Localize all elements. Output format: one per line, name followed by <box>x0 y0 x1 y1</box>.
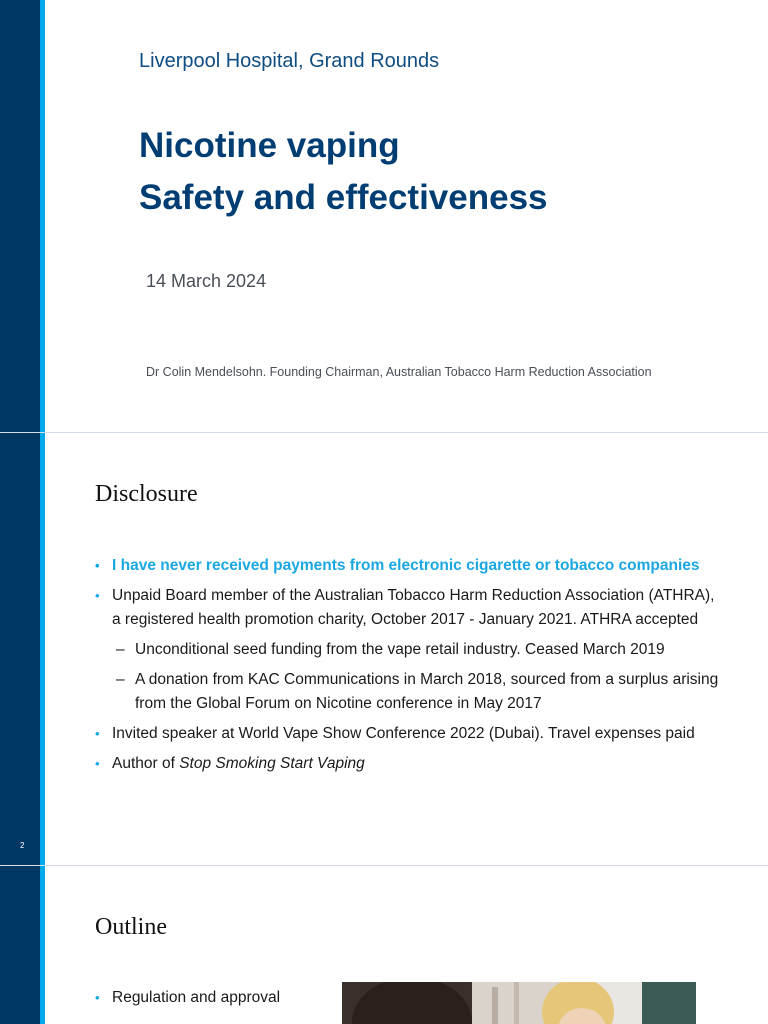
bullet-icon: • <box>95 756 100 771</box>
bullet-icon: • <box>95 990 100 1005</box>
slide-subtitle: Liverpool Hospital, Grand Rounds <box>139 50 440 72</box>
list-item <box>95 554 725 578</box>
left-cyan-stripe <box>40 866 45 1024</box>
left-cyan-stripe <box>40 0 45 432</box>
dash-icon: – <box>116 641 125 658</box>
author-credit: Dr Colin Mendelsohn. Founding Chairman, Australian Tobacco Harm Reduction Association <box>146 365 652 379</box>
title-line-1: Nicotine vaping <box>139 126 400 165</box>
list-item-text: Author of <box>112 755 180 772</box>
bullet-icon: • <box>95 558 100 573</box>
bullet-icon: • <box>95 726 100 741</box>
left-navy-band <box>0 0 40 432</box>
list-item-text: Invited speaker at World Vape Show Conference 2022 (Dubai). Travel expenses paid <box>112 725 695 742</box>
outline-slide <box>0 866 768 1024</box>
left-navy-band <box>0 433 40 865</box>
sub-list-item-text: A donation from KAC Communications in March 2018, sourced from a surplus arising from the Global Forum on Nicotine conference in May 2017 <box>135 671 719 712</box>
slide-heading: Disclosure <box>95 481 198 507</box>
photo-image <box>342 982 696 1024</box>
list-item <box>95 752 725 776</box>
slide-title <box>139 120 548 224</box>
presentation-date: 14 March 2024 <box>146 271 267 291</box>
list-item <box>95 722 725 746</box>
left-cyan-stripe <box>40 433 45 865</box>
book-title: Stop Smoking Start Vaping <box>179 755 365 772</box>
bullet-icon: • <box>95 588 100 603</box>
list-item-text: I have never received payments from electronic cigarette or tobacco companies <box>112 557 700 574</box>
title-line-2: Safety and effectiveness <box>139 178 548 217</box>
list-item-text: Unpaid Board member of the Australian Tobacco Harm Reduction Association (ATHRA), a registered health promotion charity, October 2017 - January 2021. ATHRA accepted <box>112 587 715 628</box>
left-navy-band <box>0 866 40 1024</box>
sub-list <box>112 638 725 716</box>
list-item <box>95 584 725 716</box>
sub-list-item <box>112 668 725 716</box>
page-number: 2 <box>20 841 25 850</box>
outline-photo <box>342 982 696 1024</box>
disclosure-list <box>95 554 725 782</box>
title-slide <box>0 0 768 432</box>
dash-icon: – <box>116 671 125 688</box>
slide-heading: Outline <box>95 914 167 940</box>
sub-list-item <box>112 638 725 662</box>
sub-list-item-text: Unconditional seed funding from the vape retail industry. Ceased March 2019 <box>135 641 665 658</box>
list-item-text: Regulation and approval <box>112 989 281 1006</box>
disclosure-slide <box>0 433 768 865</box>
